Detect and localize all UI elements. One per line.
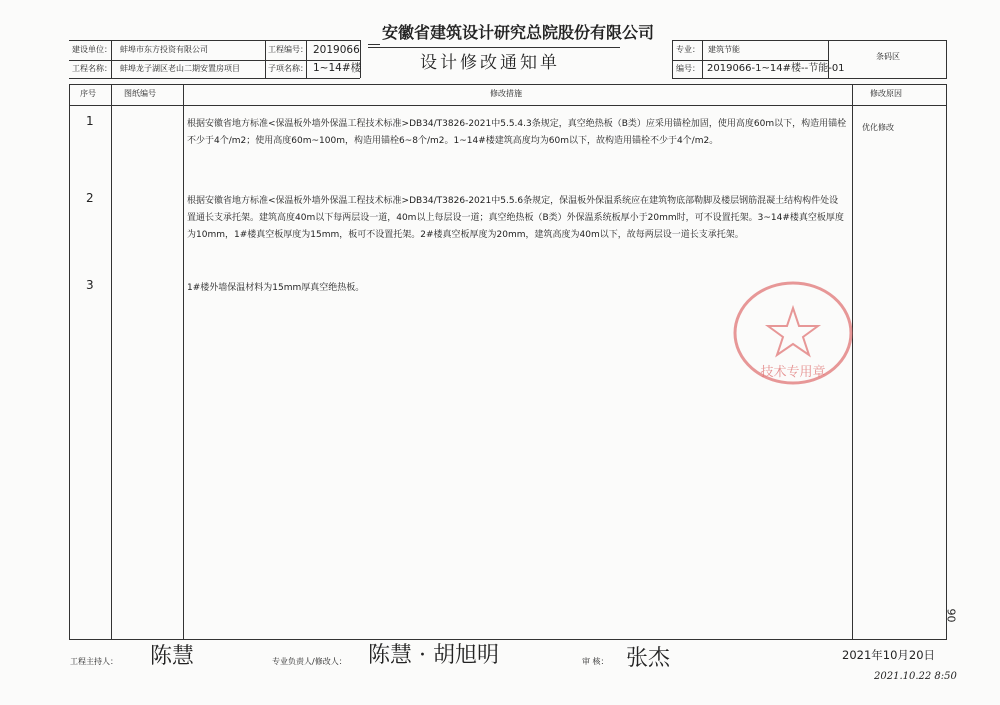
label-serial-no: 编号： (676, 64, 700, 73)
seal-label: 技术专用章 (760, 365, 826, 380)
row-1-measure: 根据安徽省地方标准<保温板外墙外保温工程技术标准>DB34/T3826-2021中5.5.4.3条规定，真空绝热板（B类）应采用锚栓加固，使用高度60m以下，构造用锚栓不少于4个/m2；使用高度60m~100m，构造用锚栓6~8个/m2。1~14#楼建筑高度均为60m以下，故构造用锚栓不少于4个/m2。 (187, 119, 847, 147)
issue-date: 2021年10月20日 (842, 648, 936, 662)
col-header-drawing: 图纸编号 (124, 89, 156, 98)
label-project-lead: 工程主持人： (70, 657, 118, 666)
col-header-measures: 修改措施 (490, 89, 522, 98)
value-discipline: 建筑节能 (708, 45, 740, 54)
row-3-measure: 1#楼外墙保温材料为15mm厚真空绝热板。 (187, 283, 365, 293)
value-project-name: 蚌埠龙子湖区老山二期安置房项目 (120, 64, 240, 73)
col-header-number: 序号 (80, 89, 96, 98)
col-header-reason: 修改原因 (870, 89, 902, 98)
value-serial-no: 2019066-1~14#楼--节能-01 (707, 63, 845, 74)
label-subitem-name: 子项名称： (268, 64, 308, 73)
row-1-reason: 优化修改 (862, 123, 894, 132)
label-project-no: 工程编号： (268, 45, 308, 54)
row-2-number: 2 (86, 191, 94, 205)
label-discipline: 专业： (676, 45, 700, 54)
signature-reviewer: 张杰 (626, 646, 671, 671)
handwritten-date: 2021.10.22 8:50 (874, 671, 957, 682)
label-discipline-lead: 专业负责人/修改人： (272, 657, 347, 666)
value-subitem-name: 1~14#楼 (313, 62, 362, 74)
value-construction-unit: 蚌埠市东方投资有限公司 (120, 45, 208, 54)
label-barcode: 条码区 (876, 52, 900, 61)
company-name: 安徽省建筑设计研究总院股份有限公司 (382, 23, 655, 42)
signature-discipline-lead: 陈慧 · 胡旭明 (368, 643, 499, 668)
label-reviewer: 审 核： (582, 657, 609, 666)
signature-project-lead: 陈慧 (150, 644, 195, 669)
technical-seal-stamp (728, 278, 858, 388)
label-construction-unit: 建设单位： (72, 45, 112, 54)
value-project-no: 2019066 (313, 44, 360, 56)
margin-mark: 90 (944, 608, 958, 623)
row-3-number: 3 (86, 278, 94, 292)
row-1-number: 1 (86, 114, 94, 128)
document-title: 设计修改通知单 (420, 53, 560, 73)
label-project-name: 工程名称： (72, 64, 112, 73)
row-2-measure: 根据安徽省地方标准<保温板外墙外保温工程技术标准>DB34/T3826-2021中5.5.6条规定，保温板外保温系统应在建筑物底部勒脚及楼层钢筋混凝土结构构件处设置通长支承托架。建筑高度40m以下每两层设一道，40m以上每层设一道；真空绝热板（B类）外保温系统板厚小于20mm时，可不设置托架。3~14#楼真空板厚度为10mm，1#楼真空板厚度为15mm，板可不设置托架。2#楼真空板厚度为20mm，建筑高度为40m以下，故每两层设一道长支承托架。 (187, 196, 844, 241)
